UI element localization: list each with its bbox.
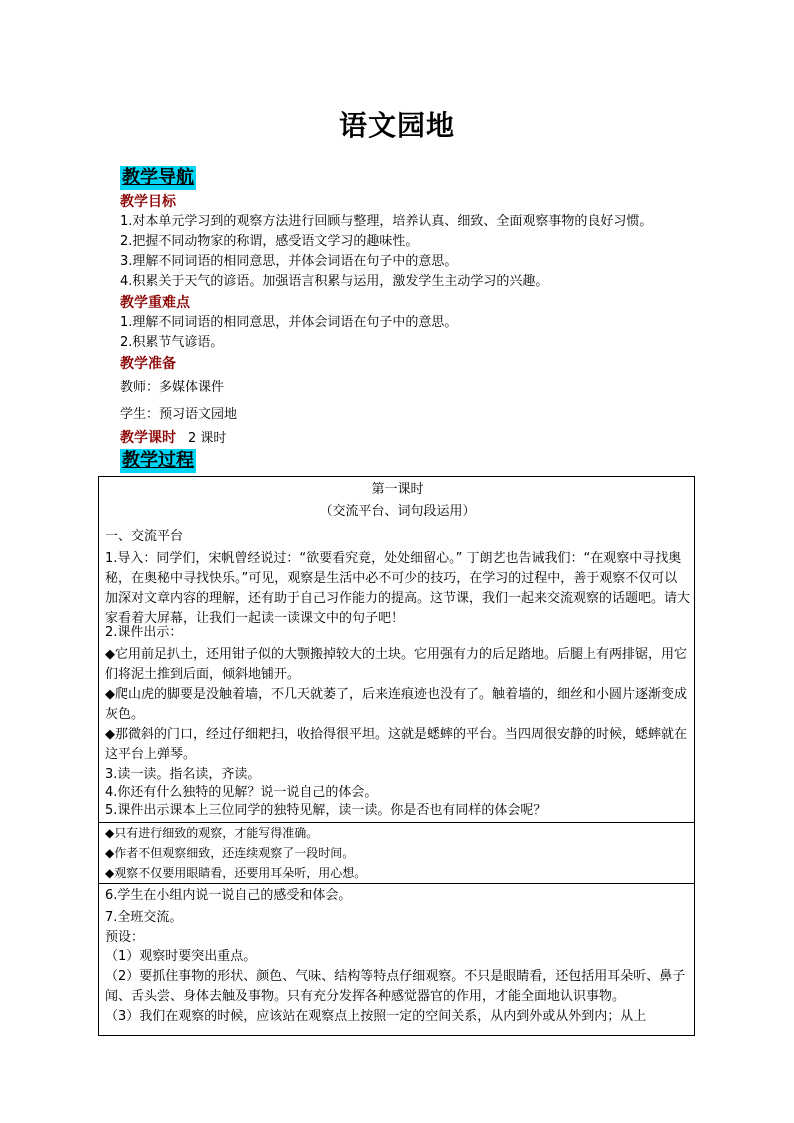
insight-item: ◆作者不但观察细致，还连续观察了一段时间。 [105, 846, 355, 860]
lesson-paragraph: 4.你还有什么独特的见解？说一说自己的体会。 [105, 785, 378, 800]
objective-item: 1.对本单元学习到的观察方法进行回顾与整理，培养认真、细致、全面观察事物的良好习惯。 [120, 214, 653, 229]
key-points-heading: 教学重难点 [120, 295, 190, 311]
lesson-paragraph: 预设： [105, 930, 145, 945]
class-hours-label: 教学课时 [120, 430, 176, 446]
lesson-box [98, 476, 695, 1036]
nav-heading: 教学导航 [122, 167, 194, 188]
lesson-title: 第一课时 [371, 482, 424, 497]
insight-item: ◆只有进行细致的观察，才能写得准确。 [105, 826, 319, 840]
lesson-paragraph: ◆那微斜的门口，经过仔细耙扫，收拾得很平坦。这就是蟋蟀的平台。当四周很安静的时候，蟋蟀就在这平台上弹琴。 [105, 727, 687, 762]
objective-item: 2.把握不同动物家的称谓，感受语文学习的趣味性。 [120, 234, 419, 249]
page-title: 语文园地 [338, 109, 455, 142]
key-point-item: 1.理解不同词语的相同意思，并体会词语在句子中的意思。 [120, 315, 458, 330]
lesson-paragraph: （1）观察时要突出重点。 [105, 949, 257, 964]
process-heading: 教学过程 [122, 450, 194, 471]
insight-item: ◆观察不仅要用眼睛看，还要用耳朵听，用心想。 [105, 866, 367, 880]
lesson-paragraph: 7.全班交流。 [105, 910, 183, 925]
lesson-paragraph: ◆爬山虎的脚要是没触着墙，不几天就萎了，后来连痕迹也没有了。触着墙的，细丝和小圆片逐渐变成灰色。 [105, 687, 687, 722]
prep-teacher: 教师：多媒体课件 [120, 380, 225, 395]
lesson-paragraph: 6.学生在小组内说一说自己的感受和体会。 [105, 888, 352, 903]
class-hours-value: 2 课时 [188, 431, 227, 446]
prep-student: 学生：预习语文园地 [120, 407, 238, 422]
lesson-paragraph: ◆它用前足扒土，还用钳子似的大颚搬掉较大的土块。它用强有力的后足踏地。后腿上有两排锯，用它们将泥土推到后面，倾斜地铺开。 [105, 647, 687, 682]
objective-item: 4.积累关于天气的谚语。加强语言积累与运用，激发学生主动学习的兴趣。 [120, 274, 549, 289]
lesson-paragraph: （3）我们在观察的时候，应该站在观察点上按照一定的空间关系，从内到外或从外到内；从上 [105, 1009, 647, 1024]
lesson-subtitle: （交流平台、词句段运用） [319, 504, 476, 519]
lesson-paragraph: 2.课件出示： [105, 625, 183, 640]
objective-item: 3.理解不同词语的相同意思，并体会词语在句子中的意思。 [120, 254, 458, 269]
key-point-item: 2.积累节气谚语。 [120, 335, 224, 350]
prep-heading: 教学准备 [120, 356, 176, 372]
class-hours [120, 429, 226, 448]
lesson-paragraph: 1.导入：同学们，宋帆曾经说过：“欲要看究竟，处处细留心。” 丁朗艺也告诫我们：“在观察中寻找奥秘，在奥秘中寻找快乐。”可见，观察是生活中必不可少的技巧，在学习的过程中，善于观察不仅可以加深对文章内容的理解，还有助于自己习作能力的提高。这节课，我们一起来交流观察的话题吧。请大家看着大屏幕，让我们一起读一读课文中的句子吧！ [105, 551, 691, 626]
lesson-paragraph: （2）要抓住事物的形状、颜色、气味、结构等特点仔细观察。不只是眼睛看，还包括用耳朵听、鼻子闻、舌头尝、身体去触及事物。只有充分发挥各种感觉器官的作用，才能全面地认识事物。 [105, 969, 686, 1004]
section-heading: 一、交流平台 [105, 529, 184, 544]
insights-box [99, 822, 694, 884]
lesson-paragraph: 3.读一读。指名读，齐读。 [105, 767, 261, 782]
lesson-paragraph: 5.课件出示课本上三位同学的独特见解，读一读。你是否也有同样的体会呢？ [105, 803, 547, 818]
objectives-heading: 教学目标 [120, 194, 176, 210]
